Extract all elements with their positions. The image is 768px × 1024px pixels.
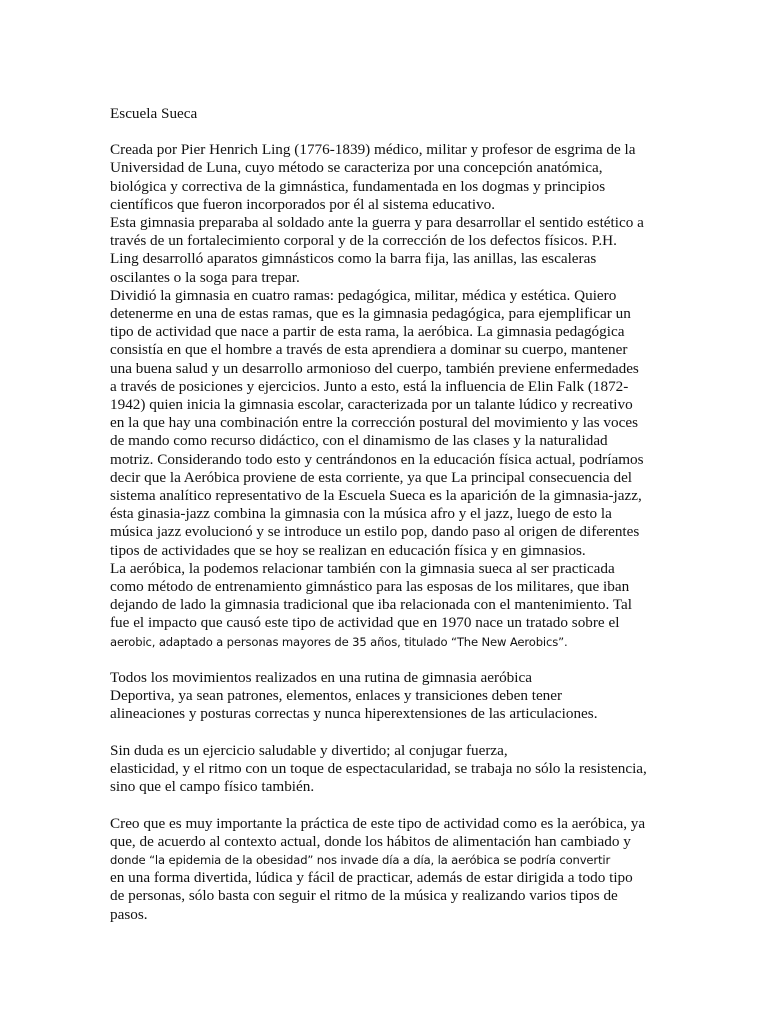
text-line: Sin duda es un ejercicio saludable y divertido; al conjugar fuerza, (110, 741, 508, 759)
text-line: en la que hay una combinación entre la corrección postural del movimiento y las voces (110, 414, 639, 432)
text-line: través de un fortalecimiento corporal y de la corrección de los defectos físicos. P.H. (110, 232, 617, 250)
text-line: sino que el campo físico también. (110, 778, 315, 796)
text-line: Ling desarrolló aparatos gimnásticos como la barra fija, las anillas, las escaleras (110, 250, 597, 268)
text-line: como método de entrenamiento gimnástico para las esposas de los militares, que iban (110, 578, 630, 596)
text-line: música jazz evolucionó y se introduce un estilo pop, dando paso al origen de diferentes (110, 523, 640, 541)
text-line: oscilantes o la soga para trepar. (110, 268, 300, 286)
text-line: elasticidad, y el ritmo con un toque de espectacularidad, se trabaja no sólo la resistencia, (110, 760, 647, 778)
text-line-narrow: donde “la epidemia de la obesidad” nos invade día a día, la aeróbica se podría convertir (110, 853, 611, 868)
text-line: pasos. (110, 905, 148, 923)
text-line: La aeróbica, la podemos relacionar también con la gimnasia sueca al ser practicada (110, 559, 615, 577)
text-line: tipos de actividades que se hoy se realizan en educación física y en gimnasios. (110, 541, 586, 559)
text-line: que, de acuerdo al contexto actual, donde los hábitos de alimentación han cambiado y (110, 832, 631, 850)
text-line: dejando de lado la gimnasia tradicional que iba relacionada con el mantenimiento. Tal (110, 596, 633, 614)
paragraph-spacer (110, 651, 670, 669)
paragraph-spacer (110, 724, 670, 742)
text-line: Esta gimnasia preparaba al soldado ante la guerra y para desarrollar el sentido estético a (110, 214, 644, 232)
text-line: científicos que fueron incorporados por él al sistema educativo. (110, 195, 496, 213)
text-line: una buena salud y un desarrollo armonioso del cuerpo, también previene enfermedades (110, 359, 639, 377)
text-line: tipo de actividad que nace a partir de esta rama, la aeróbica. La gimnasia pedagógica (110, 323, 625, 341)
text-line: ésta ginasia-jazz combina la gimnasia con la música afro y el jazz, luego de esto la (110, 505, 612, 523)
text-line: sistema analítico representativo de la Escuela Sueca es la aparición de la gimnasia-jazz, (110, 487, 642, 505)
text-line: Todos los movimientos realizados en una rutina de gimnasia aeróbica (110, 669, 532, 687)
paragraph-2 (110, 669, 670, 724)
text-line: Deportiva, ya sean patrones, elementos, enlaces y transiciones deben tener (110, 687, 563, 705)
document-title: Escuela Sueca (110, 105, 198, 122)
text-line: fue el impacto que causó este tipo de actividad que en 1970 nace un tratado sobre el (110, 614, 620, 632)
paragraph-3 (110, 742, 670, 797)
text-line: a través de posiciones y ejercicios. Junto a esto, está la influencia de Elin Falk (1872- (110, 377, 629, 395)
paragraph-4 (110, 815, 670, 924)
paragraph-1 (110, 141, 670, 651)
text-line: biológica y correctiva de la gimnástica, fundamentada en los dogmas y principios (110, 177, 606, 195)
text-line-narrow: aerobic, adaptado a personas mayores de 35 años, titulado “The New Aerobics”. (110, 634, 568, 649)
text-line: Dividió la gimnasia en cuatro ramas: pedagógica, militar, médica y estética. Quiero (110, 286, 617, 304)
text-line: Creada por Pier Henrich Ling (1776-1839) médico, militar y profesor de esgrima de la (110, 141, 636, 159)
text-line: alineaciones y posturas correctas y nunca hiperextensiones de las articulaciones. (110, 705, 598, 723)
text-line: en una forma divertida, lúdica y fácil de practicar, además de estar dirigida a todo tipo (110, 869, 633, 887)
text-line: de mando como recurso didáctico, con el dinamismo de las clases y la naturalidad (110, 432, 608, 450)
text-line: motriz. Considerando todo esto y centrándonos en la educación física actual, podríamos (110, 450, 644, 468)
text-line: detenerme en una de estas ramas, que es la gimnasia pedagógica, para ejemplificar un (110, 305, 631, 323)
text-line: Creo que es muy importante la práctica de este tipo de actividad como es la aeróbica, ya (110, 814, 646, 832)
text-line: decir que la Aeróbica proviene de esta corriente, ya que La principal consecuencia del (110, 468, 633, 486)
paragraph-spacer (110, 796, 670, 814)
document-page (110, 105, 670, 924)
text-line: de personas, sólo basta con seguir el ritmo de la música y realizando varios tipos de (110, 887, 618, 905)
text-line: consistía en que el hombre a través de esta aprendiera a dominar su cuerpo, mantener (110, 341, 628, 359)
text-line: Universidad de Luna, cuyo método se caracteriza por una concepción anatómica, (110, 159, 603, 177)
text-line: 1942) quien inicia la gimnasia escolar, caracterizada por un talante lúdico y recreativo (110, 396, 633, 414)
